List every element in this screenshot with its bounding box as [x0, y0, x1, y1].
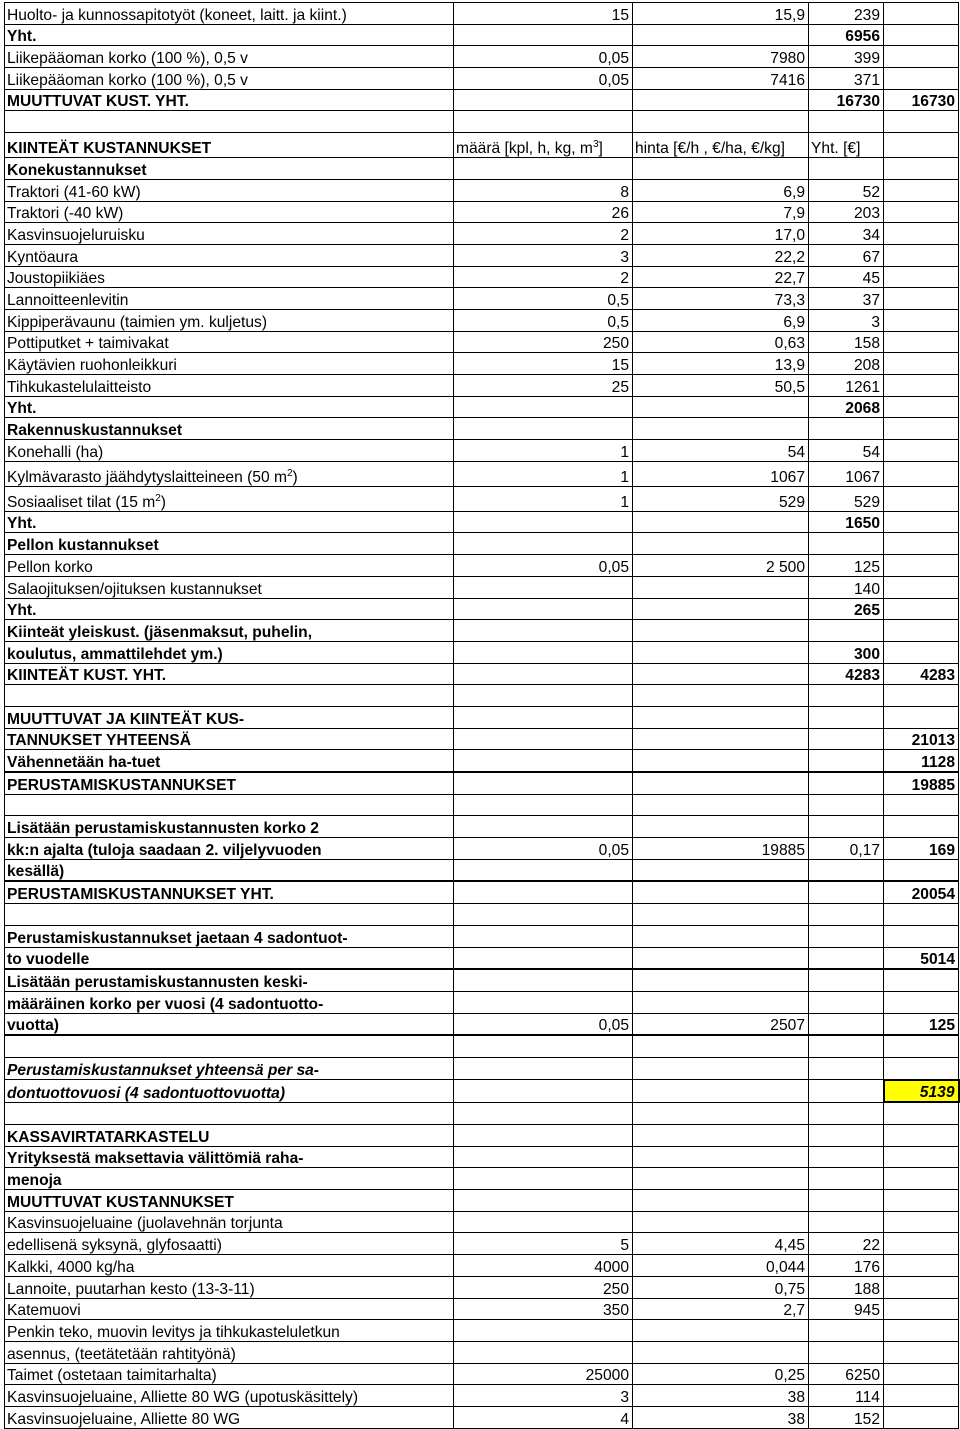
- table-row: [5, 440, 959, 462]
- price-cell: 6,9: [633, 179, 809, 201]
- qty-cell: 0,05: [454, 46, 633, 68]
- total-cell: 188: [809, 1276, 884, 1298]
- price-cell: 7980: [633, 46, 809, 68]
- row-label: Pottiputket + taimivakat: [5, 331, 454, 353]
- table-row: [5, 576, 959, 598]
- row-label: Huolto- ja kunnossapitotyöt (koneet, laitt. ja kiint.): [5, 3, 454, 25]
- qty-cell: 0,5: [454, 288, 633, 310]
- row-label: Pellon korko: [5, 555, 454, 577]
- total-cell: 152: [809, 1406, 884, 1428]
- row-label: Yht.: [5, 598, 454, 620]
- row-label: PERUSTAMISKUSTANNUKSET YHT.: [5, 881, 454, 903]
- qty-cell: 15: [454, 353, 633, 375]
- price-cell: 17,0: [633, 223, 809, 245]
- row-label: Traktori (-40 kW): [5, 201, 454, 223]
- total-cell: 2068: [809, 396, 884, 418]
- extra-cell: 1128: [884, 750, 959, 772]
- total-cell: 37: [809, 288, 884, 310]
- row-label: Yrityksestä maksettavia välittömiä raha-: [5, 1146, 454, 1168]
- row-label: Sosiaaliset tilat (15 $m^2$): [5, 486, 454, 511]
- qty-cell: 3: [454, 244, 633, 266]
- total-cell: 1067: [809, 461, 884, 486]
- price-cell: 15,9: [633, 3, 809, 25]
- row-label: Lannoite, puutarhan kesto (13-3-11): [5, 1276, 454, 1298]
- column-header-price: hinta [€/h , €/ha, €/kg]: [633, 133, 809, 158]
- row-label: TANNUKSET YHTEENSÄ: [5, 728, 454, 750]
- section-header-row: [5, 133, 959, 158]
- row-label: Perustamiskustannukset jaetaan 4 sadontuot-: [5, 925, 454, 947]
- row-label: Kalkki, 4000 kg/ha: [5, 1255, 454, 1277]
- table-row: [5, 46, 959, 68]
- row-label: Penkin teko, muovin levitys ja tihkukasteluletkun: [5, 1320, 454, 1342]
- total-cell: 300: [809, 641, 884, 663]
- qty-cell: 8: [454, 179, 633, 201]
- total-cell: 16730: [809, 89, 884, 111]
- row-label: Perustamiskustannukset yhteensä per sa-: [5, 1057, 454, 1079]
- total-cell: 3: [809, 309, 884, 331]
- total-cell: 529: [809, 486, 884, 511]
- column-header-qty: määrä [kpl, h, kg, $m^3$]: [454, 133, 633, 158]
- row-label: Liikepääoman korko (100 %), 0,5 v: [5, 46, 454, 68]
- table-row: [5, 68, 959, 90]
- table-row: [5, 375, 959, 397]
- row-label: kesällä): [5, 859, 454, 881]
- price-cell: 0,63: [633, 331, 809, 353]
- qty-cell: 25: [454, 375, 633, 397]
- price-cell: 73,3: [633, 288, 809, 310]
- total-cell: 34: [809, 223, 884, 245]
- qty-cell: 0,5: [454, 309, 633, 331]
- row-label: Kasvinsuojeluaine (juolavehnän torjunta: [5, 1211, 454, 1233]
- qty-cell: 2: [454, 223, 633, 245]
- row-label: Tihkukastelulaitteisto: [5, 375, 454, 397]
- row-label: Kippiperävaunu (taimien ym. kuljetus): [5, 309, 454, 331]
- row-label: Joustopiikiäes: [5, 266, 454, 288]
- total-cell: 265: [809, 598, 884, 620]
- total-cell: 6956: [809, 24, 884, 46]
- qty-cell: 350: [454, 1298, 633, 1320]
- row-label: asennus, (teetätetään rahtityönä): [5, 1341, 454, 1363]
- row-label: Traktori (41-60 kW): [5, 179, 454, 201]
- qty-cell: 5: [454, 1233, 633, 1255]
- total-cell: 54: [809, 440, 884, 462]
- extra-cell: 5014: [884, 947, 959, 969]
- qty-cell: 4: [454, 1406, 633, 1428]
- row-label: Liikepääoman korko (100 %), 0,5 v: [5, 68, 454, 90]
- row-label: koulutus, ammattilehdet ym.): [5, 641, 454, 663]
- table-row: [5, 223, 959, 245]
- extra-cell: [884, 3, 959, 25]
- qty-cell: 15: [454, 3, 633, 25]
- qty-cell: 0,05: [454, 838, 633, 860]
- price-cell: 7416: [633, 68, 809, 90]
- extra-cell: 16730: [884, 89, 959, 111]
- row-label: Kasvinsuojeluaine, Alliette 80 WG: [5, 1406, 454, 1428]
- subsection-heading: Konekustannukset: [5, 158, 454, 180]
- table-row: [5, 201, 959, 223]
- row-label: MUUTTUVAT JA KIINTEÄT KUS-: [5, 706, 454, 728]
- table-row: [5, 244, 959, 266]
- row-label: Salaojituksen/ojituksen kustannukset: [5, 576, 454, 598]
- row-label: Yht.: [5, 396, 454, 418]
- qty-cell: 250: [454, 331, 633, 353]
- price-cell: 0,75: [633, 1276, 809, 1298]
- row-label: Lannoitteenlevitin: [5, 288, 454, 310]
- extra-cell: 4283: [884, 663, 959, 685]
- row-label: Yht.: [5, 511, 454, 533]
- row-label: Vähennetään ha-tuet: [5, 750, 454, 772]
- row-label: Kasvinsuojeluruisku: [5, 223, 454, 245]
- table-row: [5, 331, 959, 353]
- table-row: [5, 179, 959, 201]
- qty-cell: 4000: [454, 1255, 633, 1277]
- row-label: Yht.: [5, 24, 454, 46]
- table-row: [5, 1276, 959, 1298]
- total-cell: 203: [809, 201, 884, 223]
- price-cell: 7,9: [633, 201, 809, 223]
- price-cell: 0,044: [633, 1255, 809, 1277]
- row-label: Lisätään perustamiskustannusten korko 2: [5, 816, 454, 838]
- total-cell: 45: [809, 266, 884, 288]
- total-cell: 22: [809, 1233, 884, 1255]
- row-label: KIINTEÄT KUST. YHT.: [5, 663, 454, 685]
- row-label: dontuottovuosi (4 sadontuottovuotta): [5, 1080, 454, 1103]
- row-label: to vuodelle: [5, 947, 454, 969]
- table-row: [5, 461, 959, 486]
- total-cell: 945: [809, 1298, 884, 1320]
- total-cell: 125: [809, 555, 884, 577]
- extra-cell: 19885: [884, 772, 959, 794]
- total-cell: 1650: [809, 511, 884, 533]
- row-label: Käytävien ruohonleikkuri: [5, 353, 454, 375]
- row-label: Konehalli (ha): [5, 440, 454, 462]
- table-row: [5, 486, 959, 511]
- total-cell: 208: [809, 353, 884, 375]
- price-cell: 2507: [633, 1013, 809, 1035]
- column-header-total: Yht. [€]: [809, 133, 884, 158]
- total-cell: 52: [809, 179, 884, 201]
- qty-cell: 1: [454, 461, 633, 486]
- total-cell: 114: [809, 1385, 884, 1407]
- price-cell: 54: [633, 440, 809, 462]
- spreadsheet: [4, 2, 958, 1429]
- qty-cell: 250: [454, 1276, 633, 1298]
- price-cell: 38: [633, 1385, 809, 1407]
- price-cell: 529: [633, 486, 809, 511]
- row-label: PERUSTAMISKUSTANNUKSET: [5, 772, 454, 794]
- price-cell: 38: [633, 1406, 809, 1428]
- row-label: Kasvinsuojeluaine, Alliette 80 WG (upotuskäsittely): [5, 1385, 454, 1407]
- price-cell: 2 500: [633, 555, 809, 577]
- qty-cell: 0,05: [454, 1013, 633, 1035]
- price-cell: 2,7: [633, 1298, 809, 1320]
- qty-cell: 0,05: [454, 555, 633, 577]
- price-cell: 4,45: [633, 1233, 809, 1255]
- section-title: KASSAVIRTATARKASTELU: [5, 1125, 454, 1147]
- total-cell: 1261: [809, 375, 884, 397]
- total-cell: 67: [809, 244, 884, 266]
- total-cell: 371: [809, 68, 884, 90]
- qty-cell: 1: [454, 440, 633, 462]
- price-cell: 1067: [633, 461, 809, 486]
- qty-cell: 26: [454, 201, 633, 223]
- table-row: [5, 309, 959, 331]
- total-cell: 0,17: [809, 838, 884, 860]
- cost-table: [4, 2, 960, 1429]
- price-cell: 19885: [633, 838, 809, 860]
- row-label: Lisätään perustamiskustannusten keski-: [5, 969, 454, 991]
- highlighted-total: 5139: [884, 1080, 959, 1103]
- table-row: [5, 3, 959, 25]
- total-cell: 239: [809, 3, 884, 25]
- section-title: KIINTEÄT KUSTANNUKSET: [5, 133, 454, 158]
- extra-cell: 125: [884, 1013, 959, 1035]
- qty-cell: 2: [454, 266, 633, 288]
- total-cell: 140: [809, 576, 884, 598]
- table-row: [5, 1298, 959, 1320]
- row-label: Kyntöaura: [5, 244, 454, 266]
- table-row: [5, 288, 959, 310]
- table-row: [5, 1406, 959, 1428]
- row-label: Kylmävarasto jäähdytyslaitteineen (50 $m^2$): [5, 461, 454, 486]
- total-cell: 176: [809, 1255, 884, 1277]
- row-label: Taimet (ostetaan taimitarhalta): [5, 1363, 454, 1385]
- row-label: Kiinteät yleiskust. (jäsenmaksut, puhelin,: [5, 620, 454, 642]
- row-label: kk:n ajalta (tuloja saadaan 2. viljelyvuoden: [5, 838, 454, 860]
- subsection-heading: MUUTTUVAT KUSTANNUKSET: [5, 1190, 454, 1212]
- total-cell: 6250: [809, 1363, 884, 1385]
- price-cell: 50,5: [633, 375, 809, 397]
- price-cell: 22,7: [633, 266, 809, 288]
- total-cell: 158: [809, 331, 884, 353]
- total-cell: 4283: [809, 663, 884, 685]
- table-row: [5, 89, 959, 111]
- row-label: MUUTTUVAT KUST. YHT.: [5, 89, 454, 111]
- subsection-heading: Pellon kustannukset: [5, 533, 454, 555]
- row-label: vuotta): [5, 1013, 454, 1035]
- qty-cell: 3: [454, 1385, 633, 1407]
- table-row: [5, 1233, 959, 1255]
- row-label: määräinen korko per vuosi (4 sadontuotto-: [5, 991, 454, 1013]
- table-row: [5, 1363, 959, 1385]
- row-label: Katemuovi: [5, 1298, 454, 1320]
- price-cell: 22,2: [633, 244, 809, 266]
- price-cell: 0,25: [633, 1363, 809, 1385]
- subsection-heading: Rakennuskustannukset: [5, 418, 454, 440]
- table-row: [5, 266, 959, 288]
- table-row: [5, 24, 959, 46]
- table-row: [5, 555, 959, 577]
- qty-cell: 25000: [454, 1363, 633, 1385]
- row-label: menoja: [5, 1168, 454, 1190]
- table-row: [5, 353, 959, 375]
- price-cell: 13,9: [633, 353, 809, 375]
- table-row: [5, 1385, 959, 1407]
- extra-cell: 20054: [884, 881, 959, 903]
- qty-cell: 0,05: [454, 68, 633, 90]
- table-row: [5, 1255, 959, 1277]
- extra-cell: 169: [884, 838, 959, 860]
- price-cell: 6,9: [633, 309, 809, 331]
- extra-cell: 21013: [884, 728, 959, 750]
- qty-cell: 1: [454, 486, 633, 511]
- row-label: edellisenä syksynä, glyfosaatti): [5, 1233, 454, 1255]
- total-cell: 399: [809, 46, 884, 68]
